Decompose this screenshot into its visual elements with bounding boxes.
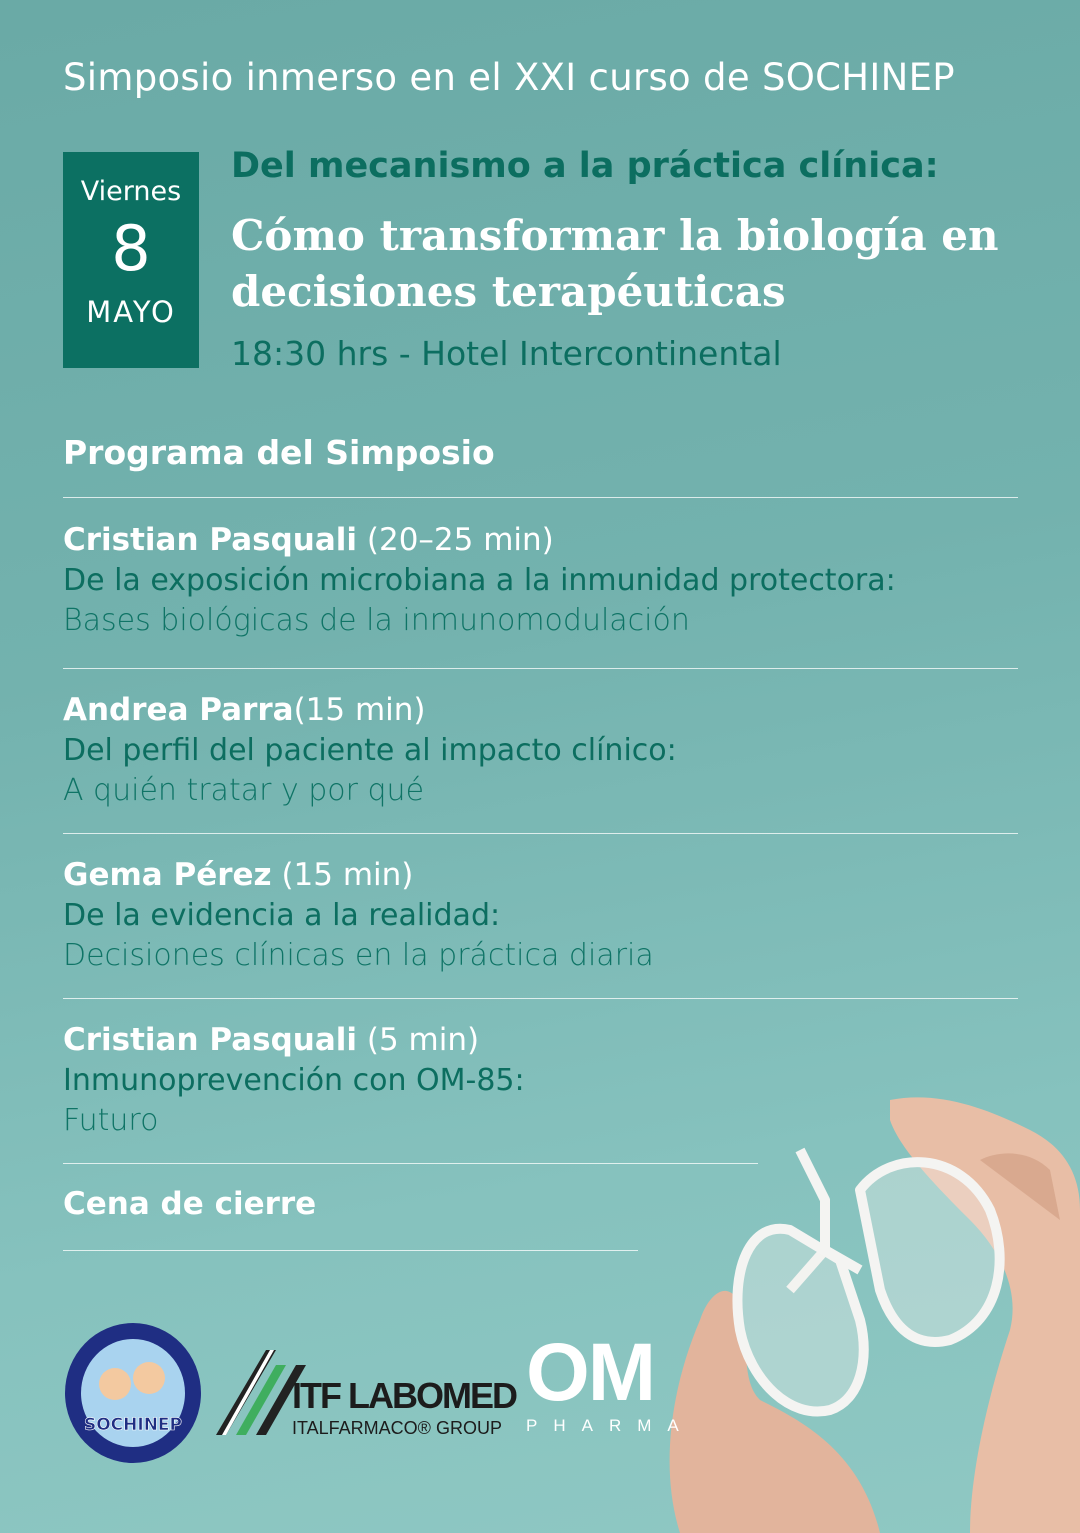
om-logo-sub: PHARMA xyxy=(526,1416,695,1435)
speaker-name: Cristian Pasquali xyxy=(63,522,358,558)
duration: (20–25 min) xyxy=(357,522,554,558)
program-item xyxy=(63,520,1023,641)
talk-title: De la exposición microbiana a la inmunidad protectora: xyxy=(63,563,896,598)
program-heading: Programa del Simposio xyxy=(63,433,495,472)
date-box xyxy=(63,152,199,368)
sochinep-logo xyxy=(63,1322,203,1464)
divider xyxy=(63,668,1018,669)
speaker-name: Cristian Pasquali xyxy=(63,1022,358,1058)
itf-logo-name: ITF LABOMED xyxy=(292,1375,516,1416)
om-pharma-logo xyxy=(526,1328,695,1436)
itf-logo-group: ITALFARMACO® GROUP xyxy=(292,1418,502,1438)
talk-subtitle: Futuro xyxy=(63,1103,159,1138)
event-title xyxy=(231,208,1031,320)
divider xyxy=(63,1250,638,1251)
talk-title: De la evidencia a la realidad: xyxy=(63,898,501,933)
talk-subtitle: Decisiones clínicas en la práctica diaria xyxy=(63,938,654,973)
divider xyxy=(63,497,1018,498)
header-title: Simposio inmerso en el XXI curso de SOCHINEP xyxy=(63,56,955,99)
divider xyxy=(63,833,1018,834)
speaker-name: Gema Pérez xyxy=(63,857,272,893)
event-time-place: 18:30 hrs - Hotel Intercontinental xyxy=(231,334,782,373)
date-weekday: Viernes xyxy=(80,176,182,207)
program-item xyxy=(63,690,1023,811)
hands-lungs-illustration xyxy=(640,1090,1080,1533)
talk-subtitle: Bases biológicas de la inmunomodulación xyxy=(63,603,690,638)
talk-title: Del perfil del paciente al impacto clínico: xyxy=(63,733,677,768)
event-subtitle: Del mecanismo a la práctica clínica: xyxy=(231,146,939,186)
date-day: 8 xyxy=(111,212,151,285)
event-title-line2: decisiones terapéuticas xyxy=(231,267,786,316)
om-logo-name: OM xyxy=(526,1327,655,1418)
event-title-line1: Cómo transformar la biología en xyxy=(231,211,999,260)
divider xyxy=(63,998,1018,999)
itf-logo xyxy=(292,1375,516,1440)
sochinep-logo-text: SOCHINEP xyxy=(83,1415,183,1435)
speaker-name: Andrea Parra xyxy=(63,692,294,728)
duration: (15 min) xyxy=(293,692,426,728)
duration: (15 min) xyxy=(271,857,414,893)
talk-title: Inmunoprevención con OM-85: xyxy=(63,1063,525,1098)
program-item xyxy=(63,855,1023,976)
date-month: MAYO xyxy=(86,295,176,329)
closing-dinner: Cena de cierre xyxy=(63,1186,317,1222)
duration: (5 min) xyxy=(357,1022,480,1058)
talk-subtitle: A quién tratar y por qué xyxy=(63,773,425,808)
